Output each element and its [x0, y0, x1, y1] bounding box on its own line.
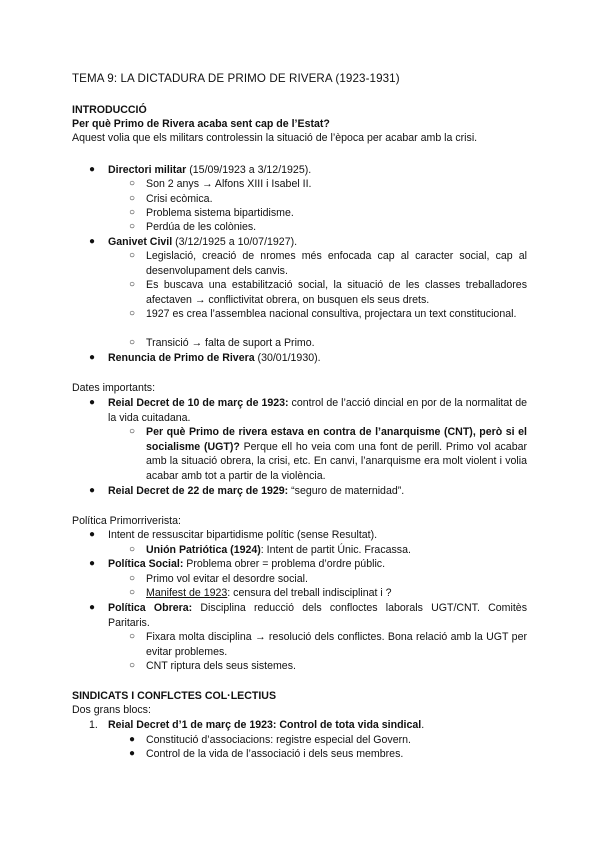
bullet-icon: ●	[129, 734, 136, 745]
hollow-bullet-icon: ○	[129, 573, 136, 584]
hollow-bullet-icon: ○	[129, 337, 136, 348]
page-title: TEMA 9: LA DICTADURA DE PRIMO DE RIVERA (1923-1931)	[72, 72, 400, 85]
list-item: Constitució d’associacions: registre especial del Govern.	[146, 734, 411, 746]
list-item: Son 2 anys → Alfons XIII i Isabel II.	[146, 178, 312, 190]
hollow-bullet-icon: ○	[129, 207, 136, 218]
phase-label: Directori militar	[108, 164, 187, 176]
list-item: Unión Patriótica (1924): Intent de partit Únic. Fracassa.	[146, 544, 411, 556]
hollow-bullet-icon: ○	[129, 587, 136, 598]
list-item: Manifest de 1923: censura del treball indisciplinat i ?	[146, 587, 392, 599]
decree-sub-item: Per què Primo de rivera estava en contra de l’anarquisme (CNT), però si el socialisme (UGT)? Perque ell ho veia com una font de perill. Primo vol acabar amb la situació obrera, la crisi, etc. En canvi, l’anarquisme era molt violent i volia acabar amb tot a partir de la violència.	[146, 426, 528, 482]
hollow-bullet-icon: ○	[129, 193, 136, 204]
bullet-icon: ●	[89, 602, 96, 613]
hollow-bullet-icon: ○	[129, 544, 136, 555]
phase-item	[108, 163, 311, 177]
intro-question: Per què Primo de Rivera acaba sent cap de l’Estat?	[72, 118, 330, 130]
list-item: Perdúa de les colònies.	[146, 221, 257, 233]
list-item: Legislació, creació de nromes més enfocada cap al caracter social, cap al desenvolupament dels canvis.	[146, 250, 527, 277]
bullet-icon: ●	[129, 748, 136, 759]
hollow-bullet-icon: ○	[129, 221, 136, 232]
list-item: Política Obrera: Disciplina reducció dels confloctes laborals UGT/CNT. Comitès Paritaris.	[108, 602, 527, 629]
decree-item: Reial Decret de 10 de març de 1923: control de l’acció dincial en por de la normalitat de la vida cuitadana.	[108, 397, 527, 424]
list-item: Control de la vida de l’associació i dels seus membres.	[146, 748, 404, 760]
list-item: Intent de ressuscitar bipartidisme polític (sense Resultat).	[108, 529, 378, 541]
intro-heading: INTRODUCCIÓ	[72, 104, 147, 116]
sindicats-heading: SINDICATS I CONFLCTES COL·LECTIUS	[72, 690, 277, 702]
hollow-bullet-icon: ○	[129, 660, 136, 671]
hollow-bullet-icon: ○	[129, 279, 136, 290]
list-number: 1.	[89, 719, 98, 731]
sindicats-intro: Dos grans blocs:	[72, 704, 151, 716]
phase-dates: (3/12/1925 a 10/07/1927).	[172, 236, 298, 248]
list-item: Problema sistema bipartidisme.	[146, 207, 294, 219]
bullet-icon: ●	[89, 164, 96, 175]
bullet-icon: ●	[89, 397, 96, 408]
list-item: Primo vol evitar el desordre social.	[146, 573, 308, 585]
list-item: Crisi ecòmica.	[146, 193, 213, 205]
hollow-bullet-icon: ○	[129, 178, 136, 189]
list-item: Fixara molta disciplina → resolució dels conflictes. Bona relació amb la UGT per evitar problemes.	[146, 631, 527, 658]
list-item: Reial Decret d’1 de març de 1923: Control de tota vida sindical.	[108, 719, 425, 731]
bullet-icon: ●	[89, 352, 96, 363]
list-item: 1927 es crea l’assemblea nacional consultiva, projectara un text constitucional.	[146, 308, 517, 320]
bullet-icon: ●	[89, 529, 96, 540]
phase-item	[108, 235, 297, 249]
intro-answer: Aquest volia que els militars controlessin la situació de l’època per acabar amb la crisi.	[72, 132, 478, 144]
phase-dates: (30/01/1930).	[254, 352, 321, 364]
bullet-icon: ●	[89, 485, 96, 496]
phase-dates: (15/09/1923 a 3/12/1925).	[186, 164, 312, 176]
decree-item: Reial Decret de 22 de març de 1929: “seguro de maternidad”.	[108, 485, 405, 497]
dates-heading: Dates importants:	[72, 382, 156, 394]
list-item: Es buscava una estabilització social, la situació de les classes treballadores afectaven → conflictivitat obrera, on busquen els seus drets.	[146, 279, 527, 306]
hollow-bullet-icon: ○	[129, 250, 136, 261]
list-item: CNT riptura dels seus sistemes.	[146, 660, 296, 672]
list-item: Política Social: Problema obrer = problema d’ordre públic.	[108, 558, 386, 570]
hollow-bullet-icon: ○	[129, 426, 136, 437]
hollow-bullet-icon: ○	[129, 308, 136, 319]
list-item: Transició → falta de suport a Primo.	[146, 337, 315, 349]
politica-heading: Política Primorriverista:	[72, 515, 181, 527]
phase-item	[108, 351, 321, 365]
phase-label: Renuncia de Primo de Rivera	[108, 352, 255, 364]
bullet-icon: ●	[89, 558, 96, 569]
phase-label: Ganivet Civil	[108, 236, 173, 248]
hollow-bullet-icon: ○	[129, 631, 136, 642]
bullet-icon: ●	[89, 236, 96, 247]
